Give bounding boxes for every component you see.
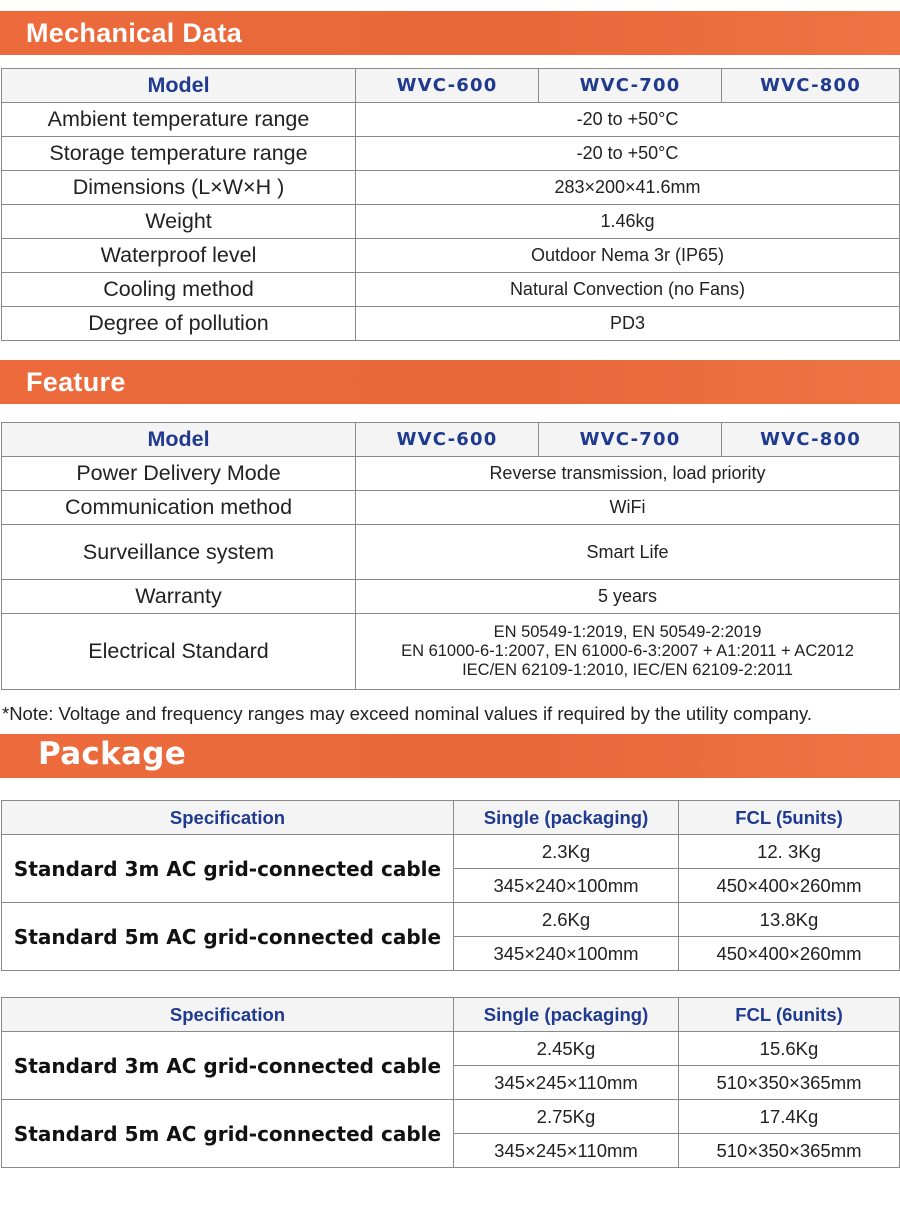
column-header: Single (packaging) bbox=[454, 998, 679, 1032]
single-weight: 2.6Kg bbox=[454, 903, 679, 937]
model-column-header: WVC-700 bbox=[539, 69, 722, 103]
column-header: FCL (6units) bbox=[679, 998, 900, 1032]
footnote: *Note: Voltage and frequency ranges may exceed nominal values if required by the utility company. bbox=[2, 703, 813, 724]
row-value: Smart Life bbox=[356, 525, 900, 580]
standard-line: EN 61000-6-1:2007, EN 61000-6-3:2007 + A1:2011 + AC2012 bbox=[401, 642, 854, 660]
row-label: Storage temperature range bbox=[2, 137, 356, 171]
row-value: -20 to +50°C bbox=[356, 103, 900, 137]
package-table bbox=[1, 800, 900, 971]
column-header: Specification bbox=[2, 801, 454, 835]
row-value: 5 years bbox=[356, 580, 900, 614]
feature-table bbox=[1, 422, 900, 690]
row-label: Ambient temperature range bbox=[2, 103, 356, 137]
package-banner bbox=[0, 734, 900, 778]
row-label: Waterproof level bbox=[2, 239, 356, 273]
fcl-weight: 12. 3Kg bbox=[679, 835, 900, 869]
section-title: Package bbox=[38, 736, 187, 772]
single-dimensions: 345×245×110mm bbox=[454, 1134, 679, 1168]
section-title: Mechanical Data bbox=[26, 18, 243, 48]
model-header: Model bbox=[2, 69, 356, 103]
row-label: Cooling method bbox=[2, 273, 356, 307]
feature-banner bbox=[0, 360, 900, 404]
row-label: Surveillance system bbox=[2, 525, 356, 580]
fcl-dimensions: 450×400×260mm bbox=[679, 937, 900, 971]
mechanical-data-table bbox=[1, 68, 900, 341]
row-label: Communication method bbox=[2, 491, 356, 525]
row-value: Natural Convection (no Fans) bbox=[356, 273, 900, 307]
single-weight: 2.45Kg bbox=[454, 1032, 679, 1066]
model-column-header: WVC-600 bbox=[356, 423, 539, 457]
section-title: Feature bbox=[26, 367, 126, 397]
fcl-weight: 17.4Kg bbox=[679, 1100, 900, 1134]
standard-line: EN 50549-1:2019, EN 50549-2:2019 bbox=[493, 623, 762, 641]
model-header: Model bbox=[2, 423, 356, 457]
electrical-standard-value bbox=[356, 614, 900, 690]
row-label: Dimensions (L×W×H ) bbox=[2, 171, 356, 205]
spec-cell: Standard 3m AC grid-connected cable bbox=[2, 1032, 454, 1100]
model-column-header: WVC-600 bbox=[356, 69, 539, 103]
fcl-dimensions: 450×400×260mm bbox=[679, 869, 900, 903]
row-value: 1.46kg bbox=[356, 205, 900, 239]
row-value: PD3 bbox=[356, 307, 900, 341]
fcl-dimensions: 510×350×365mm bbox=[679, 1066, 900, 1100]
row-label: Weight bbox=[2, 205, 356, 239]
row-value: Outdoor Nema 3r (IP65) bbox=[356, 239, 900, 273]
row-label: Degree of pollution bbox=[2, 307, 356, 341]
spec-cell: Standard 3m AC grid-connected cable bbox=[2, 835, 454, 903]
single-dimensions: 345×245×110mm bbox=[454, 1066, 679, 1100]
fcl-dimensions: 510×350×365mm bbox=[679, 1134, 900, 1168]
fcl-weight: 13.8Kg bbox=[679, 903, 900, 937]
row-value: -20 to +50°C bbox=[356, 137, 900, 171]
single-dimensions: 345×240×100mm bbox=[454, 937, 679, 971]
model-column-header: WVC-800 bbox=[722, 69, 900, 103]
single-dimensions: 345×240×100mm bbox=[454, 869, 679, 903]
standard-line: IEC/EN 62109-1:2010, IEC/EN 62109-2:2011 bbox=[462, 661, 793, 679]
row-label: Warranty bbox=[2, 580, 356, 614]
fcl-weight: 15.6Kg bbox=[679, 1032, 900, 1066]
row-label: Power Delivery Mode bbox=[2, 457, 356, 491]
row-value: Reverse transmission, load priority bbox=[356, 457, 900, 491]
row-value: 283×200×41.6mm bbox=[356, 171, 900, 205]
column-header: FCL (5units) bbox=[679, 801, 900, 835]
column-header: Single (packaging) bbox=[454, 801, 679, 835]
model-column-header: WVC-700 bbox=[539, 423, 722, 457]
single-weight: 2.3Kg bbox=[454, 835, 679, 869]
model-column-header: WVC-800 bbox=[722, 423, 900, 457]
single-weight: 2.75Kg bbox=[454, 1100, 679, 1134]
mechanical-data-banner bbox=[0, 11, 900, 55]
row-label: Electrical Standard bbox=[2, 614, 356, 690]
row-value: WiFi bbox=[356, 491, 900, 525]
spec-cell: Standard 5m AC grid-connected cable bbox=[2, 903, 454, 971]
spec-cell: Standard 5m AC grid-connected cable bbox=[2, 1100, 454, 1168]
package-table bbox=[1, 997, 900, 1168]
column-header: Specification bbox=[2, 998, 454, 1032]
